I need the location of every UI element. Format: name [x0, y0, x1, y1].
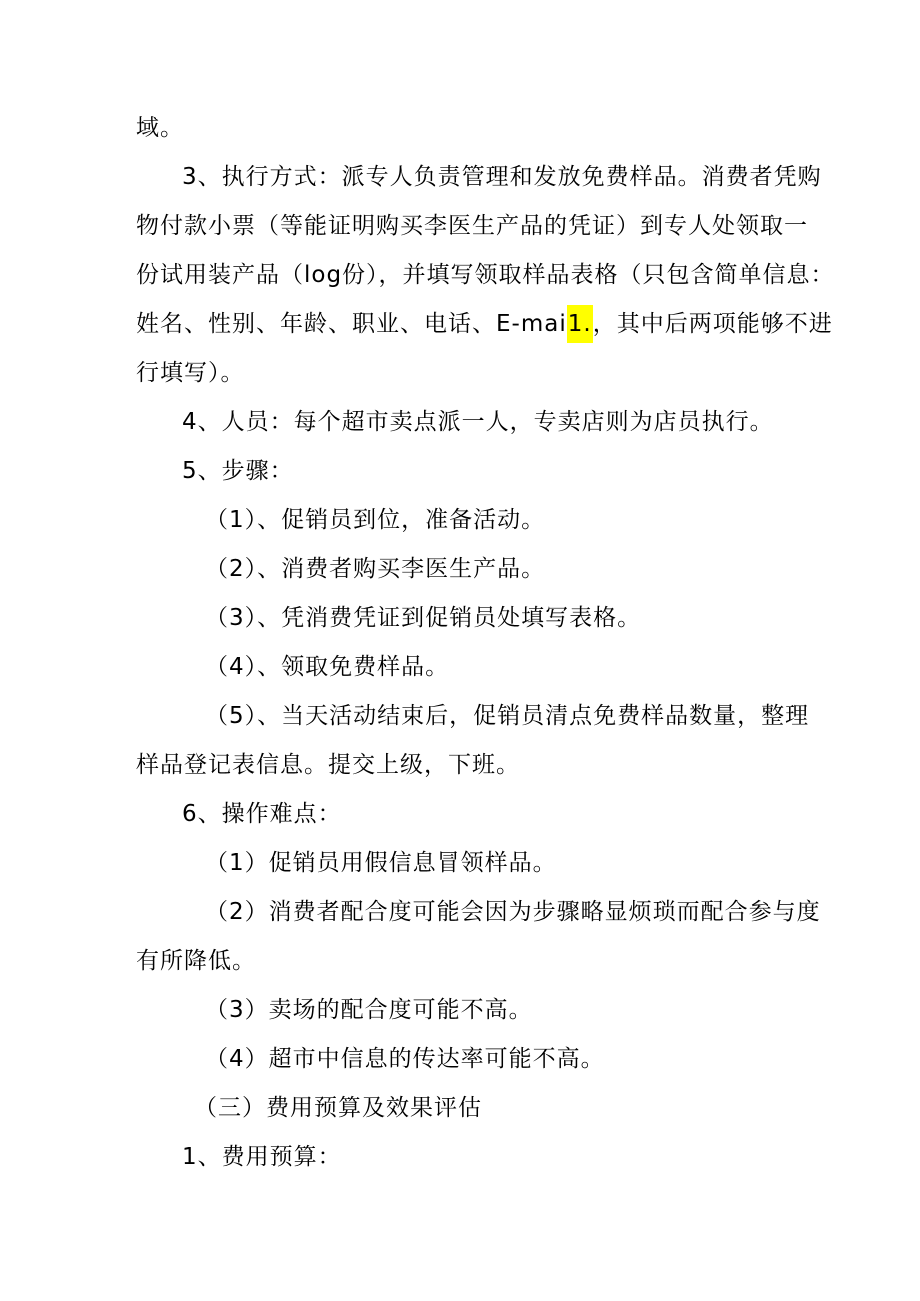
list-item: （4）超市中信息的传达率可能不高。 — [205, 1046, 605, 1072]
text-segment: 姓名、性别、年龄、职业、电话、E-mai — [136, 311, 567, 337]
highlighted-text: 1. — [567, 305, 593, 343]
text-line: 有所降低。 — [136, 948, 256, 974]
list-item: （3）、凭消费凭证到促销员处填写表格。 — [205, 605, 642, 631]
section-heading: 6、操作难点： — [182, 801, 342, 827]
section-heading: 5、步骤： — [182, 458, 294, 484]
list-item: （1）促销员用假信息冒领样品。 — [205, 850, 557, 876]
list-item: （4）、领取免费样品。 — [205, 654, 450, 680]
list-item: （2）、消费者购买李医生产品。 — [205, 556, 546, 582]
section-heading: （三）费用预算及效果评估 — [194, 1095, 482, 1121]
text-line: 行填写）。 — [136, 360, 245, 386]
text-line: 样品登记表信息。提交上级，下班。 — [136, 752, 520, 778]
text-line: 域。 — [136, 115, 184, 141]
list-item: （5）、当天活动结束后，促销员清点免费样品数量，整理 — [205, 703, 810, 729]
section-heading: 1、费用预算： — [182, 1144, 342, 1170]
text-line: 份试用装产品（log份），并填写领取样品表格（只包含简单信息： — [136, 262, 835, 288]
text-segment: ，其中后两项能够不进 — [592, 311, 833, 337]
text-line — [136, 308, 833, 340]
list-item: （3）卖场的配合度可能不高。 — [205, 997, 533, 1023]
text-line: 3、执行方式：派专人负责管理和发放免费样品。消费者凭购 — [182, 164, 822, 190]
list-item: （2）消费者配合度可能会因为步骤略显烦琐而配合参与度 — [205, 899, 821, 925]
text-line: 4、人员：每个超市卖点派一人，专卖店则为店员执行。 — [182, 409, 774, 435]
text-line: 物付款小票（等能证明购买李医生产品的凭证）到专人处领取一 — [136, 213, 808, 239]
list-item: （1）、促销员到位，准备活动。 — [205, 507, 546, 533]
